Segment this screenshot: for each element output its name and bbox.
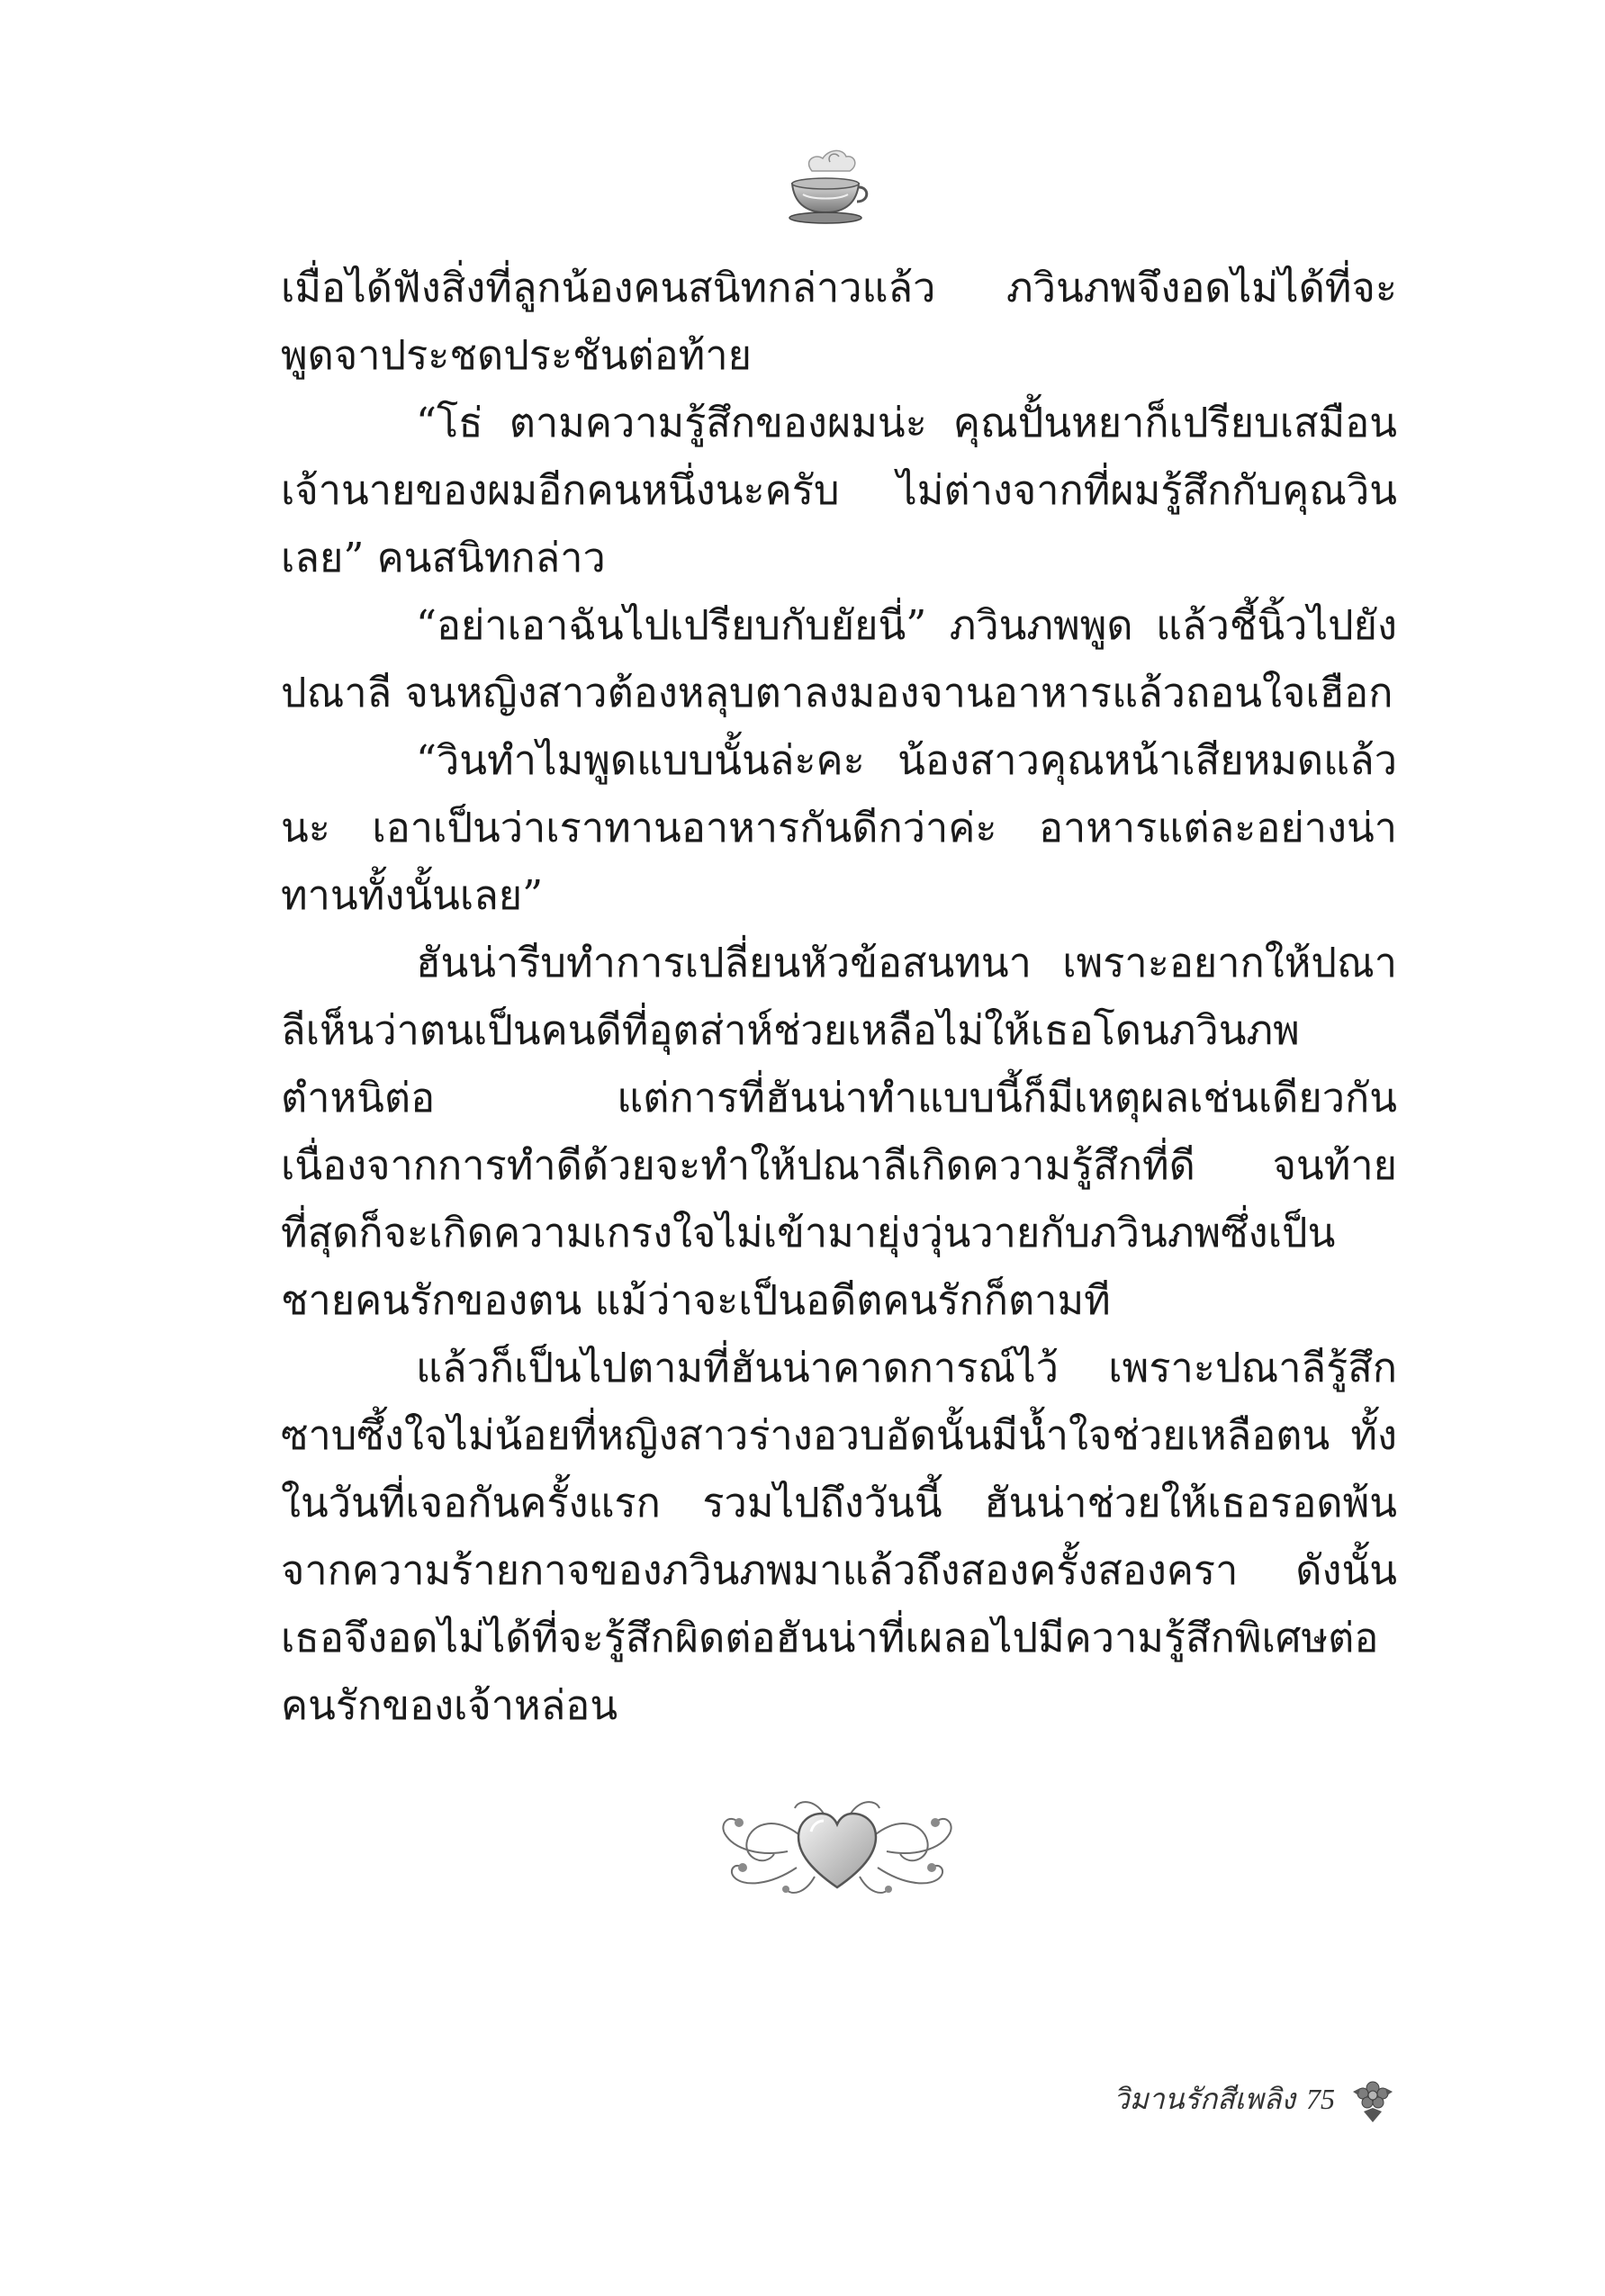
teacup-ornament-icon	[776, 135, 875, 234]
chapter-text	[281, 254, 1397, 1739]
paragraph: “อย่าเอาฉันไปเปรียบกับยัยนี่” ภวินภพพูด แล้วชี้นิ้วไปยังปณาลี จนหญิงสาวต้องหลุบตาลงมองจานอาหารแล้วถอนใจเฮือก	[281, 601, 1397, 716]
paragraph: ฮันน่ารีบทำการเปลี่ยนหัวข้อสนทนา เพราะอยากให้ปณาลีเห็นว่าตนเป็นคนดีที่อุตส่าห์ช่วยเหลือไม่ให้เธอโดนภวินภพตำหนิต่อ แต่การที่ฮันน่าทำแบบนี้ก็มีเหตุผลเช่นเดียวกัน เนื่องจากการทำดีด้วยจะทำให้ปณาลีเกิดความรู้สึกที่ดี จนท้ายที่สุดก็จะเกิดความเกรงใจไม่เข้ามายุ่งวุ่นวายกับภวินภพซึ่งเป็นชายคนรักของตน แม้ว่าจะเป็นอดีตคนรักก็ตามที	[281, 939, 1397, 1324]
paragraph: เมื่อได้ฟังสิ่งที่ลูกน้องคนสนิทกล่าวแล้ว ภวินภพจึงอดไม่ได้ที่จะพูดจาประชดประชันต่อท้าย	[281, 264, 1397, 379]
flower-bouquet-icon	[1346, 2072, 1400, 2126]
book-title: วิมานรักสีเพลิง	[1113, 2081, 1295, 2116]
page-footer	[1114, 2072, 1400, 2126]
heart-flourish-ornament-icon	[698, 1787, 977, 1908]
paragraph: “โธ่ ตามความรู้สึกของผมน่ะ คุณปั้นหยาก็เปรียบเสมือนเจ้านายของผมอีกคนหนึ่งนะครับ ไม่ต่างจากที่ผมรู้สึกกับคุณวินเลย” คนสนิทกล่าว	[281, 399, 1397, 581]
paragraph: แล้วก็เป็นไปตามที่ฮันน่าคาดการณ์ไว้ เพราะปณาลีรู้สึกซาบซึ้งใจไม่น้อยที่หญิงสาวร่างอวบอัดนั้นมีน้ำใจช่วยเหลือตน ทั้งในวันที่เจอกันครั้งแรก รวมไปถึงวันนี้ ฮันน่าช่วยให้เธอรอดพ้นจากความร้ายกาจของภวินภพมาแล้วถึงสองครั้งสองครา ดังนั้นเธอจึงอดไม่ได้ที่จะรู้สึกผิดต่อฮันน่าที่เผลอไปมีความรู้สึกพิเศษต่อคนรักของเจ้าหล่อน	[281, 1344, 1397, 1729]
page-number: 75	[1306, 2082, 1335, 2115]
paragraph: “วินทำไมพูดแบบนั้นล่ะคะ น้องสาวคุณหน้าเสียหมดแล้วนะ เอาเป็นว่าเราทานอาหารกันดีกว่าค่ะ อาหารแต่ละอย่างน่าทานทั้งนั้นเลย”	[281, 736, 1397, 919]
